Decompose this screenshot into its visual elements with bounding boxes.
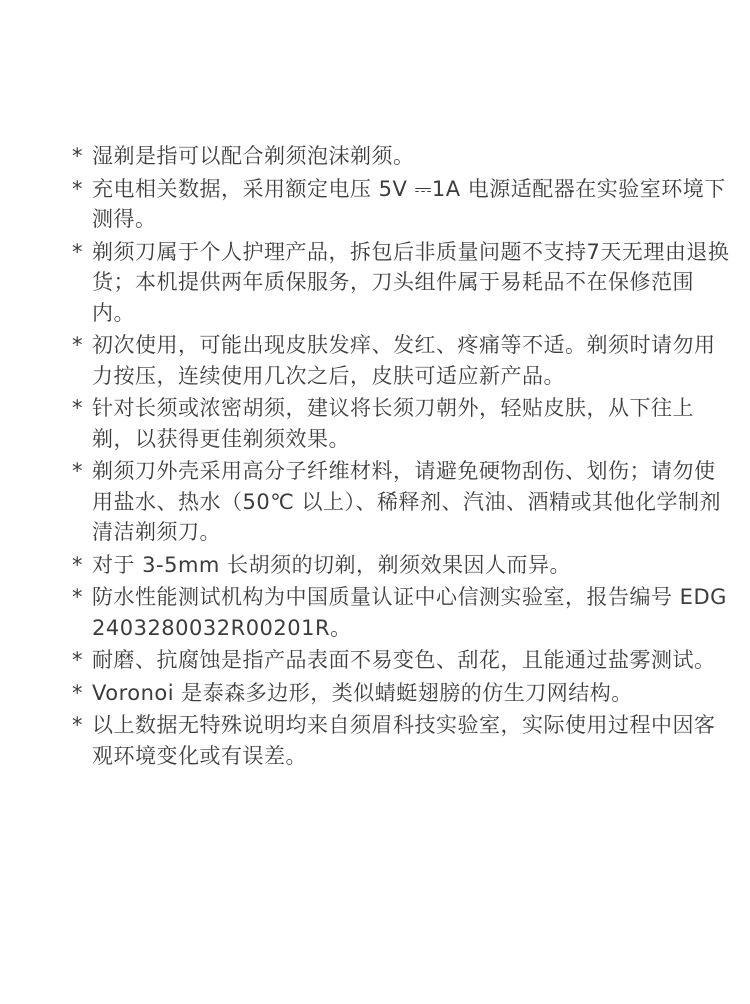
note-item xyxy=(72,456,732,548)
note-item xyxy=(72,393,732,454)
note-text: 湿剃是指可以配合剃须泡沫剃须。 xyxy=(92,144,415,168)
note-item xyxy=(72,330,732,391)
bullet-asterisk: * xyxy=(72,585,83,609)
note-item xyxy=(72,174,732,235)
note-item xyxy=(72,645,732,676)
note-text: 对于 3-5mm 长胡须的切剃，剃须效果因人而异。 xyxy=(92,552,572,577)
note-text: 初次使用，可能出现皮肤发痒、发红、疼痛等不适。剃须时请勿用力按压，连续使用几次之后，皮肤可适应新产品。 xyxy=(92,333,716,388)
note-item xyxy=(72,237,732,329)
bullet-asterisk: * xyxy=(72,680,83,705)
note-text: 充电相关数据，采用额定电压 5V ⎓1A 电源适配器在实验室环境下测得。 xyxy=(92,176,726,231)
bullet-asterisk: * xyxy=(72,713,83,737)
bullet-asterisk: * xyxy=(72,396,83,420)
bullet-asterisk: * xyxy=(72,552,83,577)
note-text: 剃须刀属于个人护理产品，拆包后非质量问题不支持7天无理由退换货；本机提供两年质保服务，刀头组件属于易耗品不在保修范围内。 xyxy=(92,239,730,325)
note-text: 以上数据无特殊说明均来自须眉科技实验室，实际使用过程中因客观环境变化或有误差。 xyxy=(92,713,716,768)
note-item xyxy=(72,710,732,771)
notes-list xyxy=(72,141,732,773)
bullet-asterisk: * xyxy=(72,176,83,201)
bullet-asterisk: * xyxy=(72,239,83,264)
bullet-asterisk: * xyxy=(72,459,83,483)
note-text: 防水性能测试机构为中国质量认证中心信测实验室，报告编号 EDG2403280032R00201R。 xyxy=(92,585,727,640)
note-item xyxy=(72,141,732,172)
note-text: Voronoi 是泰森多边形，类似蜻蜓翅膀的仿生刀网结构。 xyxy=(92,680,633,705)
note-item xyxy=(72,582,732,643)
note-item xyxy=(72,550,732,581)
bullet-asterisk: * xyxy=(72,648,83,672)
note-item xyxy=(72,678,732,709)
note-text: 剃须刀外壳采用高分子纤维材料，请避免硬物刮伤、划伤；请勿使用盐水、热水（50℃ 以上）、稀释剂、汽油、酒精或其他化学制剂清洁剃须刀。 xyxy=(92,459,721,544)
note-text: 针对长须或浓密胡须，建议将长须刀朝外，轻贴皮肤，从下往上剃，以获得更佳剃须效果。 xyxy=(92,396,694,451)
bullet-asterisk: * xyxy=(72,333,83,357)
note-text: 耐磨、抗腐蚀是指产品表面不易变色、刮花，且能通过盐雾测试。 xyxy=(92,648,716,672)
bullet-asterisk: * xyxy=(72,144,83,168)
